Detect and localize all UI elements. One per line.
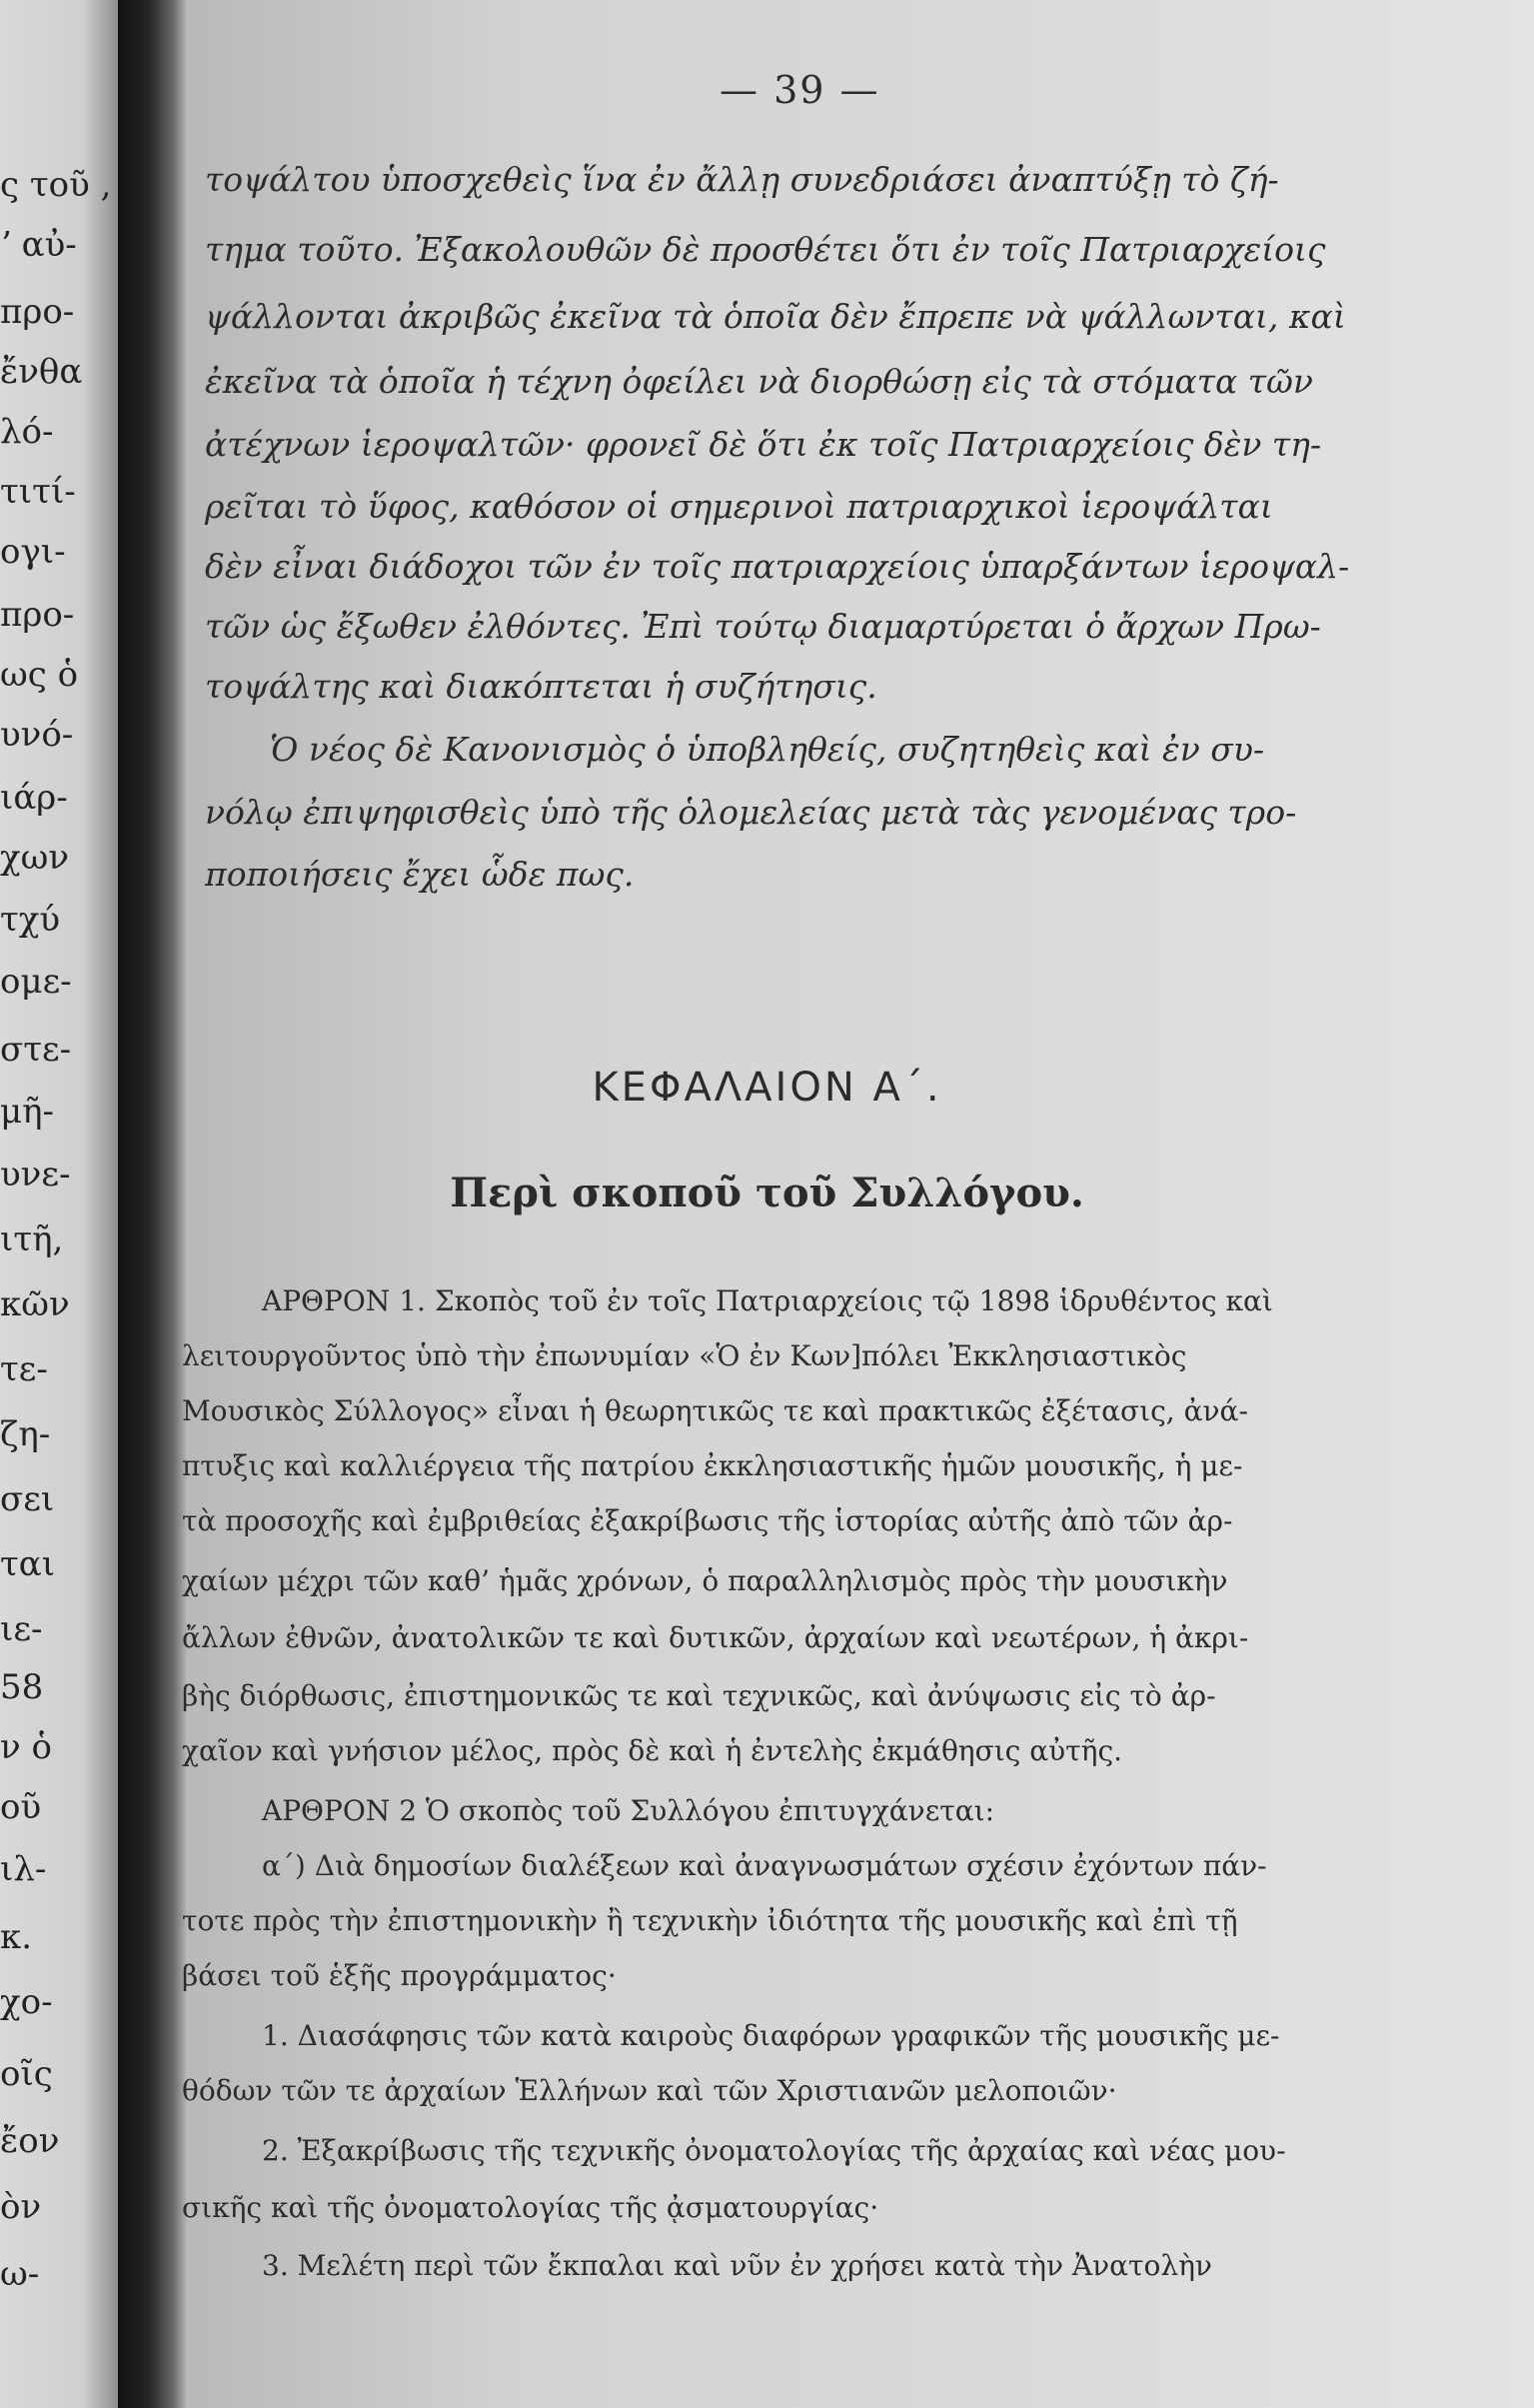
text-line: ἀτέχνων ἱεροψαλτῶν· φρονεῖ δὲ ὅτι ἐκ τοῖς Πατριαρχείοις δὲν τη- [205, 425, 1322, 464]
facing-fragment: ιε- [0, 1609, 43, 1649]
article-line: 2. Ἐξακρίβωσις τῆς τεχνικῆς ὀνοματολογίας τῆς ἀρχαίας καὶ νέας μου- [262, 2134, 1286, 2167]
facing-fragment: προ- [0, 595, 75, 635]
article-line: 3. Μελέτη περὶ τῶν ἔκπαλαι καὶ νῦν ἐν χρήσει κατὰ τὴν Ἀνατολὴν [262, 2249, 1212, 2282]
facing-fragment: λό- [0, 412, 54, 452]
facing-fragment: οῖς [0, 2054, 53, 2094]
text-line: τοψάλτου ὑποσχεθεὶς ἵνα ἐν ἄλλῃ συνεδριάσει ἀναπτύξῃ τὸ ζή- [205, 160, 1279, 199]
facing-fragment: 58 [0, 1667, 44, 1707]
facing-fragment: τε- [0, 1349, 48, 1389]
facing-fragment: σει [0, 1479, 55, 1519]
facing-fragment: ζη- [0, 1414, 51, 1454]
article-line: χαῖον καὶ γνήσιον μέλος, πρὸς δὲ καὶ ἡ ἐντελὴς ἐκμάθησις αὐτῆς. [182, 1734, 1123, 1767]
text-line: ποποιήσεις ἔχει ὧδε πως. [205, 855, 635, 894]
article-line: βάσει τοῦ ἑξῆς προγράμματος· [182, 1959, 617, 1992]
chapter-heading: ΚΕΦΑΛΑΙΟΝ Α΄. [592, 1065, 942, 1111]
text-line: τῶν ὡς ἔξωθεν ἐλθόντες. Ἐπὶ τούτῳ διαμαρτύρεται ὁ ἄρχων Πρω- [205, 607, 1321, 646]
facing-fragment: ἔνθα [0, 352, 83, 392]
text-line: τημα τοῦτο. Ἐξακολουθῶν δὲ προσθέτει ὅτι ἐν τοῖς Πατριαρχείοις [205, 230, 1326, 269]
text-line: νόλῳ ἐπιψηφισθεὶς ὑπὸ τῆς ὁλομελείας μετὰ τὰς γενομένας τρο- [205, 793, 1297, 832]
facing-fragment: χο- [0, 1982, 53, 2022]
facing-fragment: τχύ [0, 900, 61, 940]
article-line: θόδων τῶν τε ἀρχαίων Ἑλλήνων καὶ τῶν Χριστιανῶν μελοποιῶν· [182, 2074, 1117, 2107]
text-line: ψάλλονται ἀκριβῶς ἐκεῖνα τὰ ὁποῖα δὲν ἔπρεπε νὰ ψάλλωνται, καὶ [205, 297, 1346, 336]
article-line: ΑΡΘΡΟΝ 1. Σκοπὸς τοῦ ἐν τοῖς Πατριαρχείοις τῷ 1898 ἱδρυθέντος καὶ [262, 1284, 1273, 1317]
text-line: δὲν εἶναι διάδοχοι τῶν ἐν τοῖς πατριαρχείοις ὑπαρξάντων ἱεροψαλ- [205, 547, 1350, 586]
facing-fragment: ιτῆ, [0, 1219, 64, 1259]
page-number: — 39 — [720, 68, 880, 112]
facing-fragment: υνε- [0, 1155, 71, 1195]
article-line: λειτουργοῦντος ὑπὸ τὴν ἐπωνυμίαν «Ὁ ἐν Κων]πόλει Ἐκκλησιαστικὸς [182, 1339, 1187, 1372]
article-line: ἄλλων ἐθνῶν, ἀνατολικῶν τε καὶ δυτικῶν, ἀρχαίων καὶ νεωτέρων, ἡ ἀκρι- [182, 1621, 1249, 1654]
text-line: Ὁ νέος δὲ Κανονισμὸς ὁ ὑποβληθείς, συζητηθεὶς καὶ ἐν συ- [270, 730, 1265, 769]
facing-fragment: ʼ αὐ- [0, 225, 77, 265]
facing-fragment: ομε- [0, 962, 72, 1002]
text-line: ἐκεῖνα τὰ ὁποῖα ἡ τέχνη ὀφείλει νὰ διορθώσῃ εἰς τὰ στόματα τῶν [205, 362, 1313, 401]
facing-fragment: ὸν [0, 2187, 42, 2227]
facing-fragment: ἔον [0, 2121, 60, 2161]
facing-fragment: οῦ [0, 1787, 42, 1827]
article-line: τοτε πρὸς τὴν ἐπιστημονικὴν ἢ τεχνικὴν ἰδιότητα τῆς μουσικῆς καὶ ἐπὶ τῇ [182, 1904, 1238, 1937]
facing-fragment: ται [0, 1544, 56, 1584]
article-line: βὴς διόρθωσις, ἐπιστημονικῶς τε καὶ τεχνικῶς, καὶ ἀνύψωσις εἰς τὸ ἀρ- [182, 1679, 1216, 1712]
article-line: 1. Διασάφησις τῶν κατὰ καιροὺς διαφόρων γραφικῶν τῆς μουσικῆς με- [262, 2019, 1280, 2052]
article-line: σικῆς καὶ τῆς ὀνοματολογίας τῆς ᾀσματουργίας· [182, 2191, 879, 2224]
facing-fragment: ς τοῦ , [0, 165, 112, 205]
facing-fragment: χων [0, 838, 69, 878]
facing-fragment: τιτί- [0, 472, 76, 512]
facing-fragment: κῶν [0, 1284, 70, 1324]
facing-fragment: ιλ- [0, 1849, 47, 1889]
facing-fragment: ν ὁ [0, 1727, 52, 1767]
text-line: ρεῖται τὸ ὕφος, καθόσον οἱ σημερινοὶ πατριαρχικοὶ ἱεροψάλται [205, 487, 1273, 526]
facing-fragment: ογι- [0, 532, 66, 572]
article-line: ΑΡΘΡΟΝ 2 Ὁ σκοπὸς τοῦ Συλλόγου ἐπιτυγχάνεται: [262, 1794, 995, 1827]
text-line: τοψάλτης καὶ διακόπτεται ἡ συζήτησις. [205, 667, 877, 706]
facing-fragment: ιάρ- [0, 778, 68, 818]
article-line: τὰ προσοχῆς καὶ ἐμβριθείας ἐξακρίβωσις τῆς ἱστορίας αὐτῆς ἀπὸ τῶν ἀρ- [182, 1504, 1233, 1537]
article-line: Μουσικὸς Σύλλογος» εἶναι ἡ θεωρητικῶς τε καὶ πρακτικῶς ἐξέτασις, ἀνά- [182, 1394, 1248, 1427]
article-line: πτυξις καὶ καλλιέργεια τῆς πατρίου ἐκκλησιαστικῆς ἡμῶν μουσικῆς, ἡ με- [182, 1449, 1243, 1482]
facing-fragment: μῆ- [0, 1092, 54, 1132]
section-heading: Περὶ σκοποῦ τοῦ Συλλόγου. [450, 1170, 1084, 1216]
article-line: χαίων μέχρι τῶν καθ’ ἡμᾶς χρόνων, ὁ παραλληλισμὸς πρὸς τὴν μουσικὴν [182, 1564, 1228, 1597]
facing-fragment: ως ὁ [0, 655, 79, 695]
article-line: α΄) Διὰ δημοσίων διαλέξεων καὶ ἀναγνωσμάτων σχέσιν ἐχόντων πάν- [262, 1849, 1267, 1882]
facing-fragment: κ. [0, 1917, 33, 1957]
facing-fragment: υνό- [0, 715, 74, 755]
facing-fragment: προ- [0, 292, 75, 332]
facing-fragment: ω- [0, 2254, 40, 2294]
facing-fragment: στε- [0, 1030, 72, 1070]
